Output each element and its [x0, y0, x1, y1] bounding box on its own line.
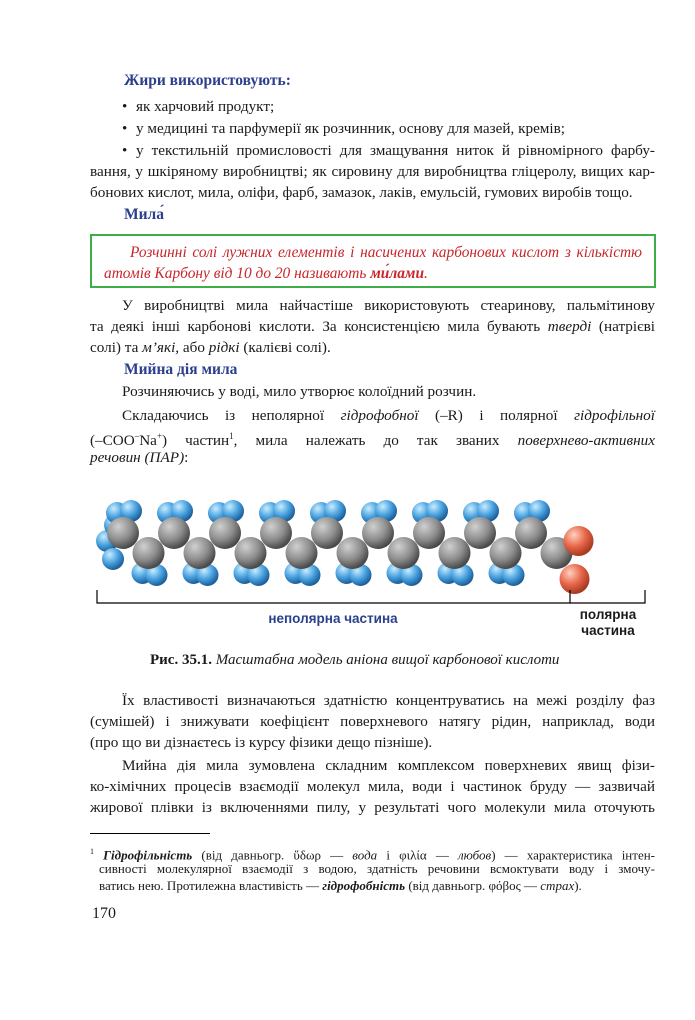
text-line: Їх властивості визначаються здатністю концентруватись на межі розділу фаз — [122, 692, 655, 709]
carbon-atom — [184, 537, 216, 569]
carbon-atom — [286, 537, 318, 569]
carbon-atom — [464, 517, 496, 549]
carbon-atom — [337, 537, 369, 569]
carbon-atom — [235, 537, 267, 569]
definition-term: ми́лами — [370, 265, 425, 282]
text-line: ко-хімічних процесів взаємодії молекул мила, води і частинок бруду — зазвичай — [90, 778, 655, 795]
carbon-atom — [107, 517, 139, 549]
atoms-group — [96, 500, 594, 594]
carbon-atom — [362, 517, 394, 549]
text-line: та деякі інші карбонові кислоти. За консистенцією мила бувають тверді (натрієві — [90, 318, 656, 335]
list-item: • як харчовий продукт; — [122, 98, 275, 115]
text-line: (–COO–Na+) частин$^1$, мила належать до так званих поверхнево-активних — [90, 431, 655, 450]
list-item: • у медицині та парфумерії як розчинник, основу для мазей, кремів; — [122, 120, 566, 137]
carbon-atom — [388, 537, 420, 569]
carbon-atom — [209, 517, 241, 549]
text-line: Розчиняючись у воді, мило утворює колоїдний розчин. — [122, 383, 477, 400]
text-line: (про що ви дізнаєтесь із курсу фізики дещо пізніше). — [90, 734, 433, 751]
carbon-atom — [133, 537, 165, 569]
hydrogen-atom — [102, 548, 124, 570]
text-line: речовин (ПАР): — [90, 449, 189, 466]
footnote-line: сивності молекулярної взаємодії з водою, здатність речовини всмоктувати воду і змочу- — [99, 861, 655, 876]
carbon-atom — [515, 517, 547, 549]
section-heading-uses: Жири використовують: — [124, 72, 291, 89]
list-item: • у текстильній промисловості для змащування ниток й рівномірного фарбу- — [122, 142, 655, 159]
molecule-model-figure — [95, 495, 650, 650]
nonpolar-label: неполярна частина — [268, 611, 398, 626]
text-line: солі) та м’які, або рідкі (калієві солі). — [90, 339, 331, 356]
text-line: (сумішей) і знижувати коефіцієнт поверхневого натягу рідин, наприклад, води — [90, 713, 655, 730]
carbon-atom — [413, 517, 445, 549]
section-heading-soaps: Мила́ — [124, 206, 165, 223]
text-line: У виробництві мила найчастіше використовують стеаринову, пальмітинову — [122, 297, 655, 314]
text-line: бонових кислот, мила, оліфи, фарб, замазок, лаків, емульсій, гумових виробів тощо. — [90, 184, 633, 201]
carbon-atom — [158, 517, 190, 549]
footnote-line: ватись нею. Протилежна властивість — гідрофобність (від давньогр. φόβος — страх). — [99, 878, 582, 893]
carbon-atom — [260, 517, 292, 549]
carbon-atom — [490, 537, 522, 569]
text-line: Мийна дія мила зумовлена складним комплексом поверхневих явищ фізи- — [122, 757, 655, 774]
polar-label-line2: частина — [581, 623, 635, 638]
carbon-atom — [311, 517, 343, 549]
oxygen-atom — [560, 564, 590, 594]
footnote-rule — [90, 833, 210, 834]
footnote-line: $^1$ Гідрофільність (від давньогр. ὕδωρ — вода і φιλία — любов) — характеристика інтен- — [90, 847, 656, 863]
text-line: Складаючись із неполярної гідрофобної (–R) і полярної гідрофільної — [122, 407, 655, 424]
section-heading-washing: Мийна дія мила — [124, 361, 238, 378]
carbon-atom — [439, 537, 471, 569]
figure-caption: Рис. 35.1. Масштабна модель аніона вищої карбонової кислоти — [150, 652, 560, 668]
oxygen-atom — [564, 526, 594, 556]
definition-box — [90, 234, 656, 288]
text-line: жирової плівки із включеннями пилу, у результаті чого молекули мила оточують — [90, 799, 655, 816]
text-line: вання, у шкіряному виробництві; як сировину для виробництва гліцеролу, вищих кар- — [90, 163, 655, 180]
footnote-ref[interactable]: 1 — [229, 431, 234, 441]
page-number: 170 — [92, 905, 116, 922]
definition-text: Розчинні солі лужних елементів і насичених карбонових кислот з кількістю атомів Карбону від 10 до 20 називають ми́лами. — [104, 244, 642, 282]
polar-label-line1: полярна — [579, 607, 637, 622]
nonpolar-bracket — [97, 590, 570, 603]
